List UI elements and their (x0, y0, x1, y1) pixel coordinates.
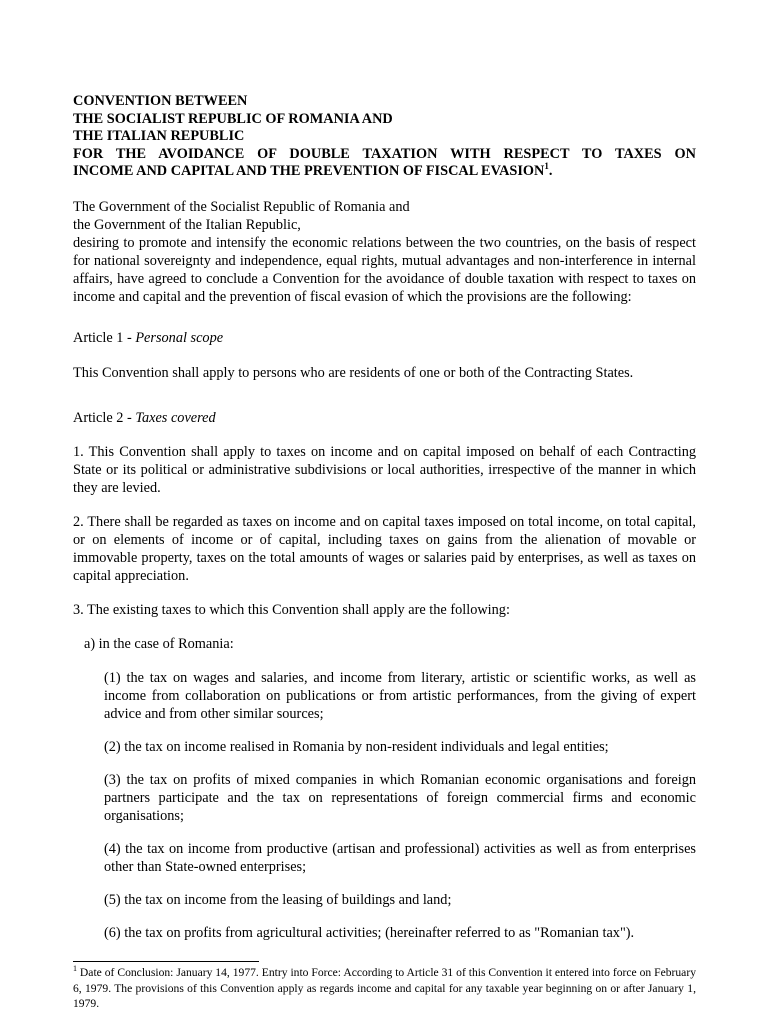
article-2-paragraph-2: 2. There shall be regarded as taxes on income and on capital taxes imposed on total income, on total capital, or on elements of income or of capital, including taxes on gains from the alienation of movable or immovable property, taxes on the total amounts of wages or salaries paid by enterprises, as well as taxes on capital appreciation. (73, 513, 696, 584)
footnote-divider (73, 961, 259, 962)
article-2-subtitle: Taxes covered (135, 409, 216, 426)
romania-tax-item-1: (1) the tax on wages and salaries, and income from literary, artistic or scientific works, as well as income from collaboration on publications or from artistic performances, from the giving of expert advice and from other similar sources; (104, 669, 696, 722)
romania-tax-item-4: (4) the tax on income from productive (artisan and professional) activities as well as from enterprises other than State-owned enterprises; (104, 840, 696, 875)
romania-tax-item-2: (2) the tax on income realised in Romania by non-resident individuals and legal entities; (104, 738, 609, 755)
article-2-label: Article 2 - (73, 409, 136, 426)
document-page (73, 93, 696, 942)
title-footnote-mark[interactable]: 1 (544, 161, 549, 172)
footnote (73, 965, 696, 1012)
convention-title (73, 93, 696, 181)
title-line-3: THE ITALIAN REPUBLIC (73, 128, 245, 144)
title-line-2: THE SOCIALIST REPUBLIC OF ROMANIA AND (73, 110, 393, 127)
title-line-4: FOR THE AVOIDANCE OF DOUBLE TAXATION WITH RESPECT TO TAXES ON (73, 145, 696, 162)
romania-heading: a) in the case of Romania: (84, 635, 234, 652)
article-1-subtitle: Personal scope (135, 329, 224, 346)
footnote-mark: 1 (73, 964, 77, 974)
title-line-5 (73, 163, 696, 181)
preamble-parties (73, 198, 696, 234)
preamble-line-2: the Government of the Italian Republic, (73, 216, 301, 233)
footnote-text: Date of Conclusion: January 14, 1977. Entry into Force: According to Article 31 of this Convention it entered into force on February 6, 1979. The provisions of this Convention apply as regards income and capital for any taxable year beginning on or after January 1, 1979. (73, 966, 696, 1010)
article-1-text: This Convention shall apply to persons who are residents of one or both of the Contracting States. (73, 364, 634, 381)
article-1-heading (73, 329, 696, 347)
article-2-paragraph-3: 3. The existing taxes to which this Convention shall apply are the following: (73, 601, 510, 618)
article-1-label: Article 1 - (73, 329, 136, 346)
title-line-5-text: INCOME AND CAPITAL AND THE PREVENTION OF FISCAL EVASION (73, 163, 545, 179)
romania-tax-item-6: (6) the tax on profits from agricultural activities; (hereinafter referred to as "Romanian tax"). (104, 924, 635, 941)
article-2-paragraph-1: 1. This Convention shall apply to taxes on income and on capital imposed on behalf of each Contracting State or its political or administrative subdivisions or local authorities, irrespective of the manner in which they are levied. (73, 443, 696, 496)
preamble-body: desiring to promote and intensify the economic relations between the two countries, on the basis of respect for national sovereignty and independence, equal rights, mutual advantages and non-interference in internal affairs, have agreed to conclude a Convention for the avoidance of double taxation with respect to taxes on income and capital and the prevention of fiscal evasion of which the provisions are the following: (73, 234, 696, 305)
title-line-1: CONVENTION BETWEEN (73, 93, 248, 109)
title-end-period: . (548, 163, 553, 179)
romania-tax-item-5: (5) the tax on income from the leasing of buildings and land; (104, 891, 452, 908)
preamble-line-1: The Government of the Socialist Republic of Romania and (73, 198, 410, 215)
romania-tax-item-3: (3) the tax on profits of mixed companies in which Romanian economic organisations and foreign partners participate and the tax on representations of foreign commercial firms and economic organisations; (104, 771, 696, 824)
article-2-heading (73, 409, 696, 427)
